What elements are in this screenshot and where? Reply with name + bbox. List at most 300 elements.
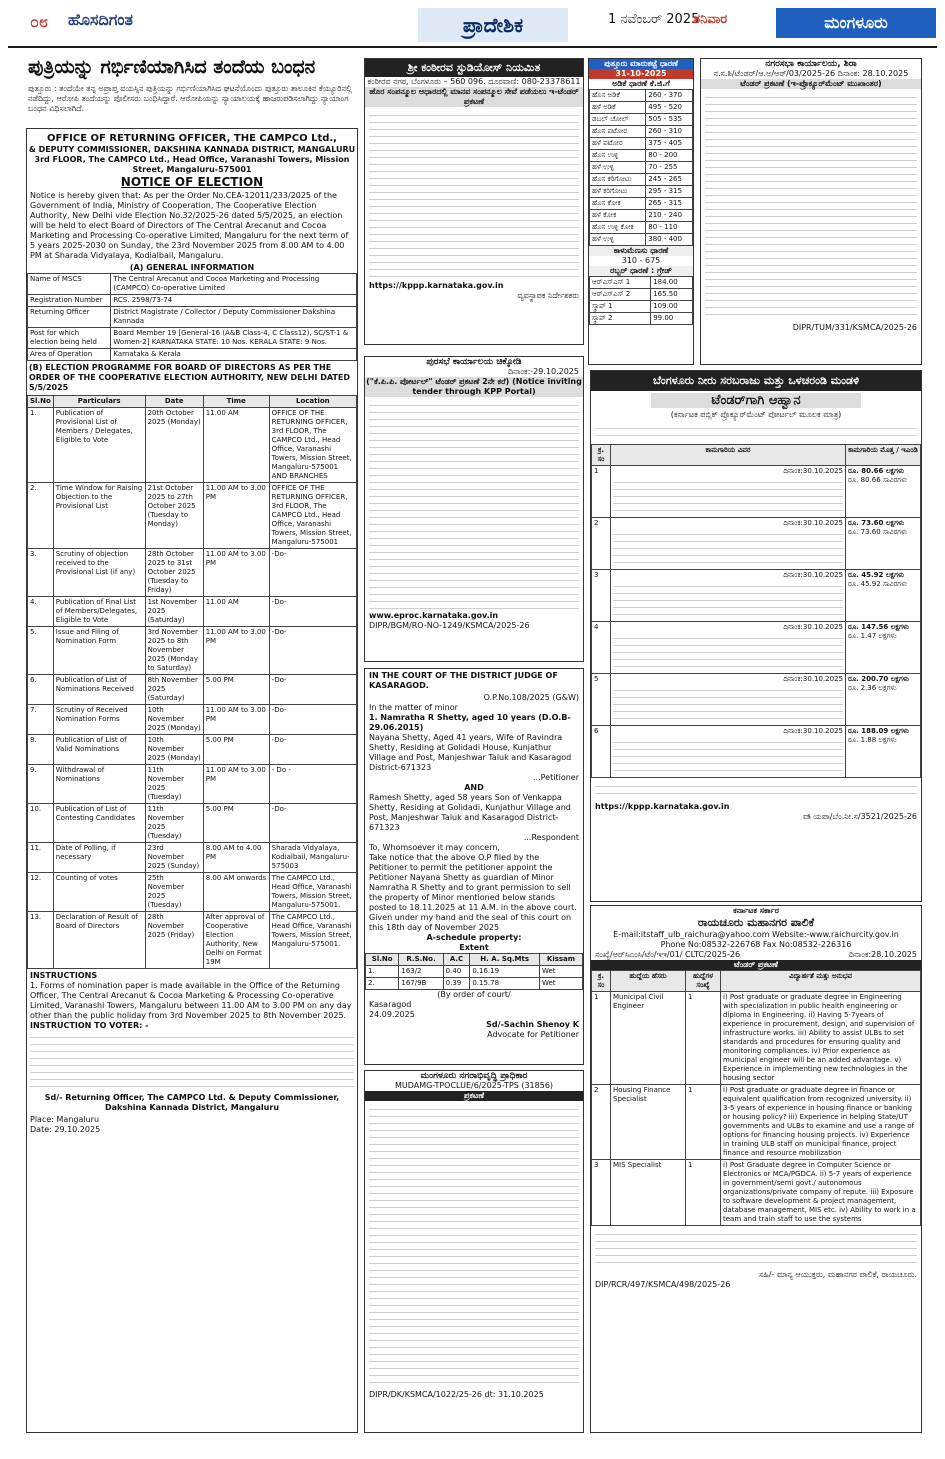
- work-description: [611, 570, 846, 622]
- rubber-grade: ಆರ್‌ಎಸ್ಎಸ್ 2: [590, 289, 651, 301]
- col-header: ಹುದ್ದೆಗಳ ಸಂಖ್ಯೆ: [686, 971, 721, 992]
- work-amount: ರೂ. 45.92 ಲಕ್ಷಗಳು: [848, 571, 904, 579]
- programme-cell: -Do-: [269, 597, 356, 627]
- programme-cell: Publication of Provisional List of Members / Delegates, Eligible to Vote: [53, 408, 145, 483]
- bwssb-url[interactable]: https://kppp.karnataka.gov.in: [595, 802, 730, 811]
- page-header: [8, 4, 937, 48]
- col-header: ಕಾಮಗಾರಿಯ ವಿವರ: [611, 445, 846, 466]
- table-row: [28, 328, 357, 349]
- programme-cell: 28th November 2025 (Friday): [145, 912, 203, 969]
- kanteerava-url[interactable]: https://kppp.karnataka.gov.in: [369, 281, 504, 290]
- programme-cell: 1st November 2025 (Saturday): [145, 597, 203, 627]
- market-item-rate: 260 - 370: [646, 90, 693, 102]
- col-header: A.C: [443, 954, 470, 966]
- work-emd: ರೂ. 1.47 ಲಕ್ಷಗಳು: [848, 632, 897, 640]
- programme-cell: Date of Polling, if necessary: [53, 843, 145, 873]
- market-unit: ಅಡಿಕೆ ಧಾರಣೆ ಕೆ.ಜಿ.ಗೆ: [612, 79, 670, 88]
- col-header: Location: [269, 396, 356, 408]
- gen-key: Area of Operation: [28, 349, 111, 361]
- col-header: ಕ್ರ. ಸಂ: [592, 971, 611, 992]
- post-cell: 2: [592, 1085, 611, 1160]
- table-row: [592, 518, 921, 570]
- raichur-date: ದಿನಾಂಕ:28.10.2025: [848, 950, 917, 959]
- issue-date: 1 ನವೆಂಬರ್ 2025: [608, 12, 700, 27]
- table-row: [592, 570, 921, 622]
- gen-key: Name of MSCS: [28, 274, 111, 295]
- market-item-name: ಡಬಲ್ ಚೋಲ್: [590, 114, 646, 126]
- programme-cell: 3.: [28, 549, 54, 597]
- market-item-rate: 380 - 400: [646, 234, 693, 246]
- programme-cell: 13.: [28, 912, 54, 969]
- muda-ref: MUDAMG-TPOCLUE/6/2025-TPS (31856): [394, 1081, 554, 1090]
- court-place: Kasaragod: [369, 1000, 412, 1009]
- table-row: [592, 726, 921, 778]
- market-item-rate: 80 - 110: [646, 222, 693, 234]
- programme-cell: 4.: [28, 597, 54, 627]
- kanteerava-title: ಶ್ರೀ ಕಂಠೀರವ ಸ್ಟುಡಿಯೋಸ್ ನಿಯಮಿತ: [365, 59, 583, 77]
- market-item-rate: 495 - 520: [646, 102, 693, 114]
- chikkodi-notice: ("ಕೆ.ಪಿ.ಪಿ. ಪೋರ್ಟಲ್" ಟೆಂಡರ್ ಪ್ರಕಟಣೆ 2ನೇ ಕರೆ) (Notice inviting tender through KPP Portal): [366, 377, 582, 396]
- table-row: [590, 102, 693, 114]
- market-item-rate: 375 - 405: [646, 138, 693, 150]
- campco-notice-heading: NOTICE OF ELECTION: [120, 175, 264, 189]
- post-cell: 1: [686, 1160, 721, 1226]
- programme-cell: Declaration of Result of Board of Directors: [53, 912, 145, 969]
- table-row: [28, 765, 357, 804]
- table-row: [28, 307, 357, 328]
- rubber-grade: ಆರ್‌ಎಸ್ಎಸ್ 1: [590, 277, 651, 289]
- general-info-heading: (A) GENERAL INFORMATION: [129, 263, 255, 272]
- muda-code: DIPR/DK/KSMCA/1022/25-26 dt: 31.10.2025: [369, 1390, 544, 1399]
- property-cell: 0.16.19: [470, 966, 540, 978]
- table-row: [592, 622, 921, 674]
- property-cell: 163/2: [399, 966, 443, 978]
- court-order: (By order of court/: [437, 990, 511, 999]
- raichur-code: DIP/RCR/497/KSMCA/498/2025-26: [595, 1280, 731, 1289]
- market-item-rate: 295 - 315: [646, 186, 693, 198]
- programme-cell: 8.: [28, 735, 54, 765]
- court-respondent: Ramesh Shetty, aged 58 years Son of Venkappa Shetty, Residing at Golidadi, Kunjathur Village and Post, Manjeshwar Taluk and Kasaragod District-671323: [369, 793, 571, 832]
- voter-instructions-heading: INSTRUCTION TO VOTER: -: [30, 1021, 149, 1030]
- court-date: 24.09.2025: [369, 1010, 415, 1019]
- post-cell: 1: [686, 992, 721, 1085]
- work-amount: ರೂ. 188.09 ಲಕ್ಷಗಳು: [848, 727, 909, 735]
- instructions-heading: INSTRUCTIONS: [30, 971, 98, 980]
- bwssb-tender-heading: ಟೆಂಡರ್‌ಗಾಗಿ ಆಹ್ವಾನ: [651, 393, 861, 408]
- arecanut-rates-table: [589, 89, 693, 246]
- programme-cell: 11.: [28, 843, 54, 873]
- table-row: [590, 174, 693, 186]
- market-item-rate: 80 - 200: [646, 150, 693, 162]
- programme-cell: 11th November 2025 (Tuesday): [145, 765, 203, 804]
- post-cell: i) Post graduate or graduate degree in finance or equivalent qualification from recognized university. ii) 3-5 years of experience in housing finance or banking or housing policy? iii) Experience in helping State/UT governments and ULBs to examine and use a range of options for financing housing projects. iv) Experience in training ULB staff on municipal finance, project finance and resource mobilization: [721, 1085, 921, 1160]
- programme-cell: 5.00 PM: [203, 804, 269, 843]
- work-amount: ರೂ. 73.60 ಲಕ್ಷಗಳು: [848, 519, 904, 527]
- bwssb-sub: (ಕರ್ನಾಟಕ ಪಬ್ಲಿಕ್ ಪ್ರೊಕ್ಯೂರ್‌ಮೆಂಟ್ ಪೋರ್ಟಲ್ ಮೂಲಕ ಮಾತ್ರ): [670, 410, 842, 419]
- work-number: 3: [592, 570, 611, 622]
- post-cell: Housing Finance Specialist: [611, 1085, 686, 1160]
- market-item-name: ಹಳೆ ಕರಿಗೋಟು: [590, 186, 646, 198]
- court-op-number: O.P.No.108/2025 (G&W): [483, 693, 579, 702]
- news-body: ಪುತ್ತೂರು : ತಂದೆಯೇ ತನ್ನ ಅಪ್ರಾಪ್ತ ವಯಸ್ಸಿನ ಪುತ್ರಿಯನ್ನು ಗರ್ಭಿಣಿಯಾಗಿಸಿದ ಘಟನೆಯೊಂದು ಪುತ್ತೂರು ತಾಲೂಕಿನ ಕೆಯ್ಯೂರಿನಲ್ಲಿ ನಡೆದಿದ್ದು, ಆರೋಪಿ ತಂದೆಯನ್ನು ಪೊಲೀಸರು ಬಂಧಿಸಿದ್ದಾರೆ. ಆರೋಪಿಯನ್ನು ನ್ಯಾಯಾಲಯಕ್ಕೆ ಹಾಜರುಪಡಿಸಲಾಗಿದ್ದು ನ್ಯಾಯಾಂಗ ಬಂಧನ ವಿಧಿಸಲಾಗಿದೆ.: [28, 84, 352, 113]
- election-programme-table: [27, 395, 357, 969]
- work-number: 1: [592, 466, 611, 518]
- work-description: [611, 726, 846, 778]
- campco-title: OFFICE OF RETURNING OFFICER, THE CAMPCO Ltd.,: [47, 133, 337, 144]
- col-header: Date: [145, 396, 203, 408]
- programme-cell: 11th November 2025 (Tuesday): [145, 804, 203, 843]
- programme-cell: 11.00 AM: [203, 597, 269, 627]
- raichur-tender: [590, 905, 922, 1433]
- work-amount-cell: [846, 570, 921, 622]
- programme-cell: 21st October 2025 to 27th October 2025 (Tuesday to Monday): [145, 483, 203, 549]
- muda-notice-heading: ಪ್ರಕಟಣೆ: [365, 1091, 583, 1101]
- market-item-name: ಹಳೆ ಉಳ್ಳಿ: [590, 234, 646, 246]
- table-header-row: [592, 971, 921, 992]
- table-row: [366, 966, 583, 978]
- raichur-org: ರಾಯಚೂರು ಮಹಾನಗರ ಪಾಲಿಕೆ: [697, 916, 815, 929]
- post-cell: i) Post graduate or graduate degree in Engineering with specialization in public health engineering or diploma in Engineering. ii) Having 5-7years of experience in procurement, design, and supervision of infrastructure works. iii) Ability to assist ULBs to set standards and procedures for ensuring quality and monitoring compliances. iv) Prior experience as municipal engineer will be an added advantage. v) Experience in implementing new technologies in the housing sector: [721, 992, 921, 1085]
- work-emd: ರೂ. 80.66 ಸಾವಿರಗಳು: [848, 476, 908, 484]
- work-date: ದಿನಾಂಕ:30.10.2025: [783, 727, 843, 735]
- rubber-heading: ರಬ್ಬರ್ ಧಾರಣೆ : ಗ್ರೇಡ್: [589, 266, 693, 276]
- table-row: [28, 483, 357, 549]
- market-item-name: ಹಳೆ ಅಡಿಕೆ: [590, 102, 646, 114]
- work-amount-cell: [846, 466, 921, 518]
- market-item-name: ಹಳೆ ಉಳ್ಳಿ: [590, 162, 646, 174]
- work-amount-cell: [846, 518, 921, 570]
- pepper-heading: ಕಾಳುಮೆಣಸು ಧಾರಣೆ: [589, 246, 693, 256]
- market-rates-box: [588, 58, 694, 365]
- programme-cell: OFFICE OF THE RETURNING OFFICER, 3rd FLOOR, The CAMPCO Ltd., Head Office, Varanashi Towers, Mission Street, Mangaluru-575001 AND BRANCHES: [269, 408, 356, 483]
- programme-cell: 11.00 AM to 3.00 PM: [203, 549, 269, 597]
- work-emd: ರೂ. 73.60 ಸಾವಿರಗಳು: [848, 528, 908, 536]
- post-cell: Municipal Civil Engineer: [611, 992, 686, 1085]
- work-number: 6: [592, 726, 611, 778]
- court-schedule-heading: A-schedule property:: [426, 933, 522, 942]
- programme-cell: 8.00 AM to 4.00 PM: [203, 843, 269, 873]
- table-row: [592, 1160, 921, 1226]
- table-row: [28, 675, 357, 705]
- table-row: [28, 408, 357, 483]
- court-and: AND: [464, 783, 484, 792]
- table-row: [28, 843, 357, 873]
- programme-cell: OFFICE OF THE RETURNING OFFICER, 3rd FLOOR, The CAMPCO Ltd., Head Office, Varanashi Towers, Mission Street, Mangaluru-575001: [269, 483, 356, 549]
- muda-notice: [364, 1070, 584, 1433]
- kanteerava-sign: ವ್ಯವಸ್ಥಾಪಕ ನಿರ್ದೇಶಕರು: [517, 291, 579, 300]
- programme-cell: 5.: [28, 627, 54, 675]
- programme-cell: 10th November 2025 (Monday): [145, 705, 203, 735]
- chikkodi-code: DIPR/BGM/RO-NO-1249/KSMCA/2025-26: [369, 621, 530, 630]
- post-cell: i) Post Graduate degree in Computer Science or Electronics or MCA/PGDCA. ii) 5-7 years of experience in government/semi govt./ autonomous organizations/private company of repute. iii) Exposure to software development & project management, database management, MIS etc. iv) Ability to work in a team and train staff to use the systems: [721, 1160, 921, 1226]
- rubber-rate: 99.00: [651, 313, 693, 325]
- table-row: [28, 912, 357, 969]
- programme-cell: Publication of List of Nominations Received: [53, 675, 145, 705]
- table-row: [590, 210, 693, 222]
- programme-cell: 5.00 PM: [203, 675, 269, 705]
- programme-cell: -Do-: [269, 675, 356, 705]
- bwssb-code: ವಾ್ಯಪಾ/ಬೆಂ.ನೀ.ಸ/3521/2025-26: [802, 812, 917, 821]
- work-date: ದಿನಾಂಕ:30.10.2025: [783, 467, 843, 475]
- programme-cell: Publication of List of Valid Nominations: [53, 735, 145, 765]
- property-cell: 2.: [366, 978, 399, 990]
- court-petitioner: Nayana Shetty, Aged 41 years, Wife of Ravindra Shetty, Residing at Golidadi House, Kunjathur Village and Post, Manjeshwar Taluk and Kasaragod District-671323: [369, 733, 572, 772]
- programme-cell: Publication of Final List of Members/Delegates, Eligible to Vote: [53, 597, 145, 627]
- gen-key: Post for which election being held: [28, 328, 111, 349]
- col-header: ಕ್ರ. ಸಂ: [592, 445, 611, 466]
- court-body: Take notice that the above O.P filed by the Petitioner to permit the petitioner appoint the Petitioner Nayana Shetty as guardian of Minor Namratha R Shetty and to grant permission to sell the property of Minor mentioned below stands posted to 18.11.2025 at 11 A.M. in the above court.: [369, 853, 577, 912]
- programme-cell: 28th October 2025 to 31st October 2025 (Tuesday to Friday): [145, 549, 203, 597]
- chikkodi-title: ಪುರಸಭೆ ಕಾರ್ಯಾಲಯ ಚಿಕ್ಕೋಡಿ: [426, 357, 522, 367]
- work-description: [611, 466, 846, 518]
- sira-title: ನಗರಸಭಾ ಕಾರ್ಯಾಲಯ, ಶಿರಾ: [765, 59, 857, 69]
- programme-cell: 25th November 2025 (Tuesday): [145, 873, 203, 912]
- court-respondent-label: ...Respondent: [523, 833, 579, 842]
- page-number: ೦೮: [30, 12, 48, 31]
- court-notice: [364, 668, 584, 1065]
- programme-cell: -Do-: [269, 549, 356, 597]
- programme-cell: 11.00 AM: [203, 408, 269, 483]
- market-item-rate: 260 - 310: [646, 126, 693, 138]
- property-schedule-table: [365, 953, 583, 990]
- table-row: [590, 301, 693, 313]
- gen-value: Board Member 19 [General-16 (A&B Class-4, C Class12), SC/ST-1 & Women-2] KARNATAKA STATE: 10 Nos. KERALA STATE: 9 Nos.: [111, 328, 357, 349]
- table-row: [590, 150, 693, 162]
- col-header: R.S.No.: [399, 954, 443, 966]
- gen-value: RCS. 2598/73-74: [111, 295, 357, 307]
- campco-date: Date: 29.10.2025: [30, 1125, 101, 1134]
- work-number: 2: [592, 518, 611, 570]
- table-row: [590, 289, 693, 301]
- programme-cell: 10th November 2025 (Monday): [145, 735, 203, 765]
- programme-cell: - Do -: [269, 765, 356, 804]
- property-cell: Wet: [539, 978, 582, 990]
- market-item-name: ಹಳೆ ಕೋಕ: [590, 210, 646, 222]
- gen-key: Registration Number: [28, 295, 111, 307]
- market-item-rate: 210 - 240: [646, 210, 693, 222]
- programme-cell: 23rd November 2025 (Sunday): [145, 843, 203, 873]
- section-title: ಪ್ರಾದೇಶಿಕ: [418, 8, 568, 42]
- programme-cell: 9.: [28, 765, 54, 804]
- table-row: [28, 295, 357, 307]
- property-cell: 1.: [366, 966, 399, 978]
- issue-day: ಶನಿವಾರ: [693, 12, 728, 27]
- col-header: Particulars: [53, 396, 145, 408]
- rubber-grade: ಸ್ಕ್ರಾಪ್ 1: [590, 301, 651, 313]
- kanteerava-notice: ಹೊರ ಸಂಪನ್ಮೂಲ ಆಧಾರದಲ್ಲಿ ಮಾನವ ಸಂಪನ್ಮೂಲ ಸೇವೆ ಪಡೆಯಲು ಇ-ಟೆಂಡರ್ ಪ್ರಕಟಣೆ: [365, 87, 583, 107]
- court-minor-name: 1. Namratha R Shetty, aged 10 years (D.O.B-29.06.2015): [369, 713, 571, 732]
- table-row: [590, 198, 693, 210]
- bwssb-tender: [590, 370, 922, 902]
- programme-cell: -Do-: [269, 705, 356, 735]
- edition-badge: ಮಂಗಳೂರು: [776, 8, 936, 38]
- work-number: 5: [592, 674, 611, 726]
- court-given: Given under my hand and the seal of this court on this 18th day of November 2025: [369, 913, 572, 932]
- table-row: [590, 222, 693, 234]
- campco-place: Place: Mangaluru: [30, 1115, 100, 1124]
- work-description: [611, 622, 846, 674]
- programme-cell: Scrutiny of objection received to the Provisional List (if any): [53, 549, 145, 597]
- programme-cell: Publication of List of Contesting Candidates: [53, 804, 145, 843]
- col-header: ಹುದ್ದೆಯ ಹೆಸರು: [611, 971, 686, 992]
- market-item-name: ಹೊಸ ಅಡಿಕೆ: [590, 90, 646, 102]
- table-row: [590, 138, 693, 150]
- programme-cell: 6.: [28, 675, 54, 705]
- campco-signature: Sd/- Returning Officer, The CAMPCO Ltd. & Deputy Commissioner, Dakshina Kannada District, Mangaluru: [44, 1093, 340, 1112]
- campco-election-notice: [26, 128, 358, 1433]
- raichur-posts-table: [591, 970, 921, 1226]
- property-cell: 167/9B: [399, 978, 443, 990]
- general-info-table: [27, 273, 357, 361]
- market-item-name: ಹೊಸ ಉಳ್ಳಿ: [590, 150, 646, 162]
- programme-cell: 8th November 2025 (Saturday): [145, 675, 203, 705]
- programme-cell: Time Window for Raising Objection to the Provisional List: [53, 483, 145, 549]
- work-emd: ರೂ. 1.88 ಲಕ್ಷಗಳು: [848, 736, 897, 744]
- programme-cell: 3rd November 2025 to 8th November 2025 (Monday to Saturday): [145, 627, 203, 675]
- work-amount: ರೂ. 147.56 ಲಕ್ಷಗಳು: [848, 623, 909, 631]
- market-item-name: ಹೊಸ ಕೋಕ: [590, 198, 646, 210]
- programme-cell: 10.: [28, 804, 54, 843]
- court-advocate: Advocate for Petitioner: [487, 1030, 579, 1039]
- table-row: [28, 804, 357, 843]
- raichur-sign: ಸಹಿ/- ಮಾನ್ಯ ಆಯುಕ್ತರು, ಮಹಾನಗರ ಪಾಲಿಕೆ, ರಾಯಚೂರು.: [758, 1270, 917, 1279]
- muda-title: ಮಂಗಳೂರು ನಗರಾಭಿವೃದ್ಧಿ ಪ್ರಾಧಿಕಾರ: [420, 1071, 528, 1081]
- chikkodi-date: ದಿನಾಂಕ:-29.10.2025: [508, 367, 579, 376]
- market-item-rate: 265 - 315: [646, 198, 693, 210]
- market-item-name: ಹೊಸ ಉಳ್ಳಿ ಕೋಕ: [590, 222, 646, 234]
- table-row: [590, 90, 693, 102]
- property-cell: 0.39: [443, 978, 470, 990]
- kanteerava-address: ಕಂಠೀರವ ನಗರ, ಬೆಂಗಳೂರು – 560 096. ದೂರವಾಣಿ: 080-23378611: [367, 77, 581, 86]
- sira-code: DIPR/TUM/331/KSMCA/2025-26: [792, 323, 917, 332]
- programme-cell: Sharada Vidyalaya, Kodialbail, Mangaluru-575003: [269, 843, 356, 873]
- table-row: [592, 674, 921, 726]
- table-header-row: [592, 445, 921, 466]
- news-headline: ಪುತ್ರಿಯನ್ನು ಗರ್ಭಿಣಿಯಾಗಿಸಿದ ತಂದೆಯ ಬಂಧನ: [28, 56, 316, 78]
- court-to: To, Whomsoever it may concern,: [369, 843, 500, 852]
- programme-cell: 2.: [28, 483, 54, 549]
- table-row: [590, 114, 693, 126]
- table-row: [590, 162, 693, 174]
- work-amount-cell: [846, 622, 921, 674]
- property-cell: 0.40: [443, 966, 470, 978]
- campco-sub2: 3rd FLOOR, The CAMPCO Ltd., Head Office, Varanashi Towers, Mission Street, Mangaluru-575001: [34, 155, 350, 174]
- table-row: [590, 313, 693, 325]
- rubber-rate: 184.00: [651, 277, 693, 289]
- campco-sub1: & DEPUTY COMMISSIONER, DAKSHINA KANNADA DISTRICT, MANGALURU: [28, 145, 356, 154]
- sira-notice: ಟೆಂಡರ್ ಪ್ರಕಟಣೆ (ಇ-ಪ್ರೊಕ್ಯೂರ್‌ಮೆಂಟ್ ಮುಖಾಂತರ): [701, 79, 921, 89]
- table-row: [590, 234, 693, 246]
- col-header: Time: [203, 396, 269, 408]
- gen-value: District Magistrate / Collector / Deputy Commissioner Dakshina Kannada: [111, 307, 357, 328]
- table-row: [592, 466, 921, 518]
- work-description: [611, 674, 846, 726]
- table-row: [590, 277, 693, 289]
- work-amount-cell: [846, 674, 921, 726]
- programme-cell: Withdrawal of Nominations: [53, 765, 145, 804]
- raichur-govt: ಕರ್ನಾಟಕ ಸರ್ಕಾರ: [733, 906, 779, 915]
- programme-cell: 12.: [28, 873, 54, 912]
- programme-cell: Counting of votes: [53, 873, 145, 912]
- programme-cell: -Do-: [269, 804, 356, 843]
- rubber-rate: 165.50: [651, 289, 693, 301]
- table-row: [28, 735, 357, 765]
- gen-key: Returning Officer: [28, 307, 111, 328]
- sira-ref: ನ.ಸ.ಶಿ/ಟೆಂಡರ್/ಆ.ಅ/ಆರ್/03/2025-26 ದಿನಾಂಕ: 28.10.2025: [713, 69, 909, 78]
- programme-cell: -Do-: [269, 627, 356, 675]
- work-emd: ರೂ. 2.36 ಲಕ್ಷಗಳು: [848, 684, 897, 692]
- col-header: Kissam: [539, 954, 582, 966]
- work-date: ದಿನಾಂಕ:30.10.2025: [783, 519, 843, 527]
- programme-cell: 11.00 AM to 3.00 PM: [203, 705, 269, 735]
- post-cell: 3: [592, 1160, 611, 1226]
- table-row: [28, 349, 357, 361]
- programme-cell: 7.: [28, 705, 54, 735]
- table-row: [592, 1085, 921, 1160]
- campco-intro: Notice is hereby given that: As per the Order No.CEA-12011/233/2025 of the Government of India, Ministry of Cooperation, The Cooperative Election Authority, New Delhi vide Election No.32/2025-26 dated 5/5/2025, an election will be held to elect Board of Directors of The Central Arecanut and Cocoa Marketing and Processing Co-operative Limited, Mangaluru for the next term of 5 years 2025-2030 on Sunday, the 23rd November 2025 from 8.00 AM to 4.00 PM at Sharada Vidyalaya, Kodialbail, Mangaluru.: [30, 191, 349, 260]
- market-item-name: ಹೊಸ ಪಟೋರ: [590, 126, 646, 138]
- table-row: [590, 186, 693, 198]
- col-header: Sl.No: [366, 954, 399, 966]
- table-row: [366, 978, 583, 990]
- market-item-rate: 245 - 265: [646, 174, 693, 186]
- programme-cell: After approval of Cooperative Election Authority, New Delhi on Format 19M: [203, 912, 269, 969]
- market-date: 31-10-2025: [589, 69, 693, 79]
- chikkodi-tender: [364, 356, 584, 662]
- programme-cell: Issue and Filing of Nomination Form: [53, 627, 145, 675]
- pepper-rate: 310 - 675: [621, 256, 661, 265]
- table-row: [592, 992, 921, 1085]
- court-minor-line: In the matter of minor: [369, 703, 458, 712]
- programme-cell: Scrutiny of Received Nomination Forms: [53, 705, 145, 735]
- table-row: [28, 274, 357, 295]
- programme-cell: 8.00 AM onwards: [203, 873, 269, 912]
- table-row: [28, 627, 357, 675]
- court-extent-heading: Extent: [459, 943, 489, 952]
- programme-cell: The CAMPCO Ltd., Head Office, Varanashi Towers, Mission Street, Mangaluru-575001.: [269, 873, 356, 912]
- table-row: [28, 549, 357, 597]
- raichur-phone: Phone No:08532-226768 Fax No:08532-226316: [660, 940, 852, 949]
- programme-cell: The CAMPCO Ltd., Head Office, Varanashi Towers, Mission Street, Mangaluru-575001.: [269, 912, 356, 969]
- work-amount-cell: [846, 726, 921, 778]
- sira-tender: [700, 58, 922, 365]
- programme-cell: 5.00 PM: [203, 735, 269, 765]
- instructions-text: 1. Forms of nomination paper is made available in the Office of the Returning Officer, The Central Arecanut & Cocoa Marketing & Processing Co-operative Limited, Varanashi Towers, Mangaluru between 11.00 AM to 3.00 PM on any day other than the public holiday from 3rd November 2025 to 8th November 2025.: [30, 981, 352, 1020]
- market-item-name: ಹೊಸ ಕರಿಗೋಟು: [590, 174, 646, 186]
- court-petitioner-label: ...Petitioner: [533, 773, 579, 782]
- bwssb-title: ಬೆಂಗಳೂರು ನೀರು ಸರಬರಾಜು ಮತ್ತು ಒಳಚರಂಡಿ ಮಂಡಳಿ: [591, 371, 921, 391]
- programme-cell: 1.: [28, 408, 54, 483]
- raichur-ref: ಸಂಖ್ಯೆ/ಆರ್‌ಸಿಎಂಸಿ/ಟೆಂ/ಇಇ/01/ CLTC/2025-26: [595, 950, 741, 959]
- work-number: 4: [592, 622, 611, 674]
- table-row: [28, 873, 357, 912]
- work-date: ದಿನಾಂಕ:30.10.2025: [783, 623, 843, 631]
- programme-cell: 11.00 AM to 3.00 PM: [203, 765, 269, 804]
- table-row: [28, 705, 357, 735]
- work-amount: ರೂ. 200.70 ಲಕ್ಷಗಳು: [848, 675, 909, 683]
- work-amount: ರೂ. 80.66 ಲಕ್ಷಗಳು: [848, 467, 904, 475]
- post-cell: MIS Specialist: [611, 1160, 686, 1226]
- bwssb-works-table: [591, 444, 921, 778]
- programme-cell: 11.00 AM to 3.00 PM: [203, 483, 269, 549]
- property-cell: Wet: [539, 966, 582, 978]
- programme-cell: 20th October 2025 (Monday): [145, 408, 203, 483]
- col-header: ಕಾಮಗಾರಿಯ ಮೊತ್ತ / ಇಎಂಡಿ: [846, 445, 921, 466]
- chikkodi-url[interactable]: www.eproc.karnataka.gov.in: [369, 611, 499, 620]
- post-cell: 1: [592, 992, 611, 1085]
- raichur-email: E-mail:itstaff_ulb_raichura@yahoo.com Website:-www.raichurcity.gov.in: [613, 930, 899, 939]
- rubber-grade: ಸ್ಕ್ರಾಪ್ 2: [590, 313, 651, 325]
